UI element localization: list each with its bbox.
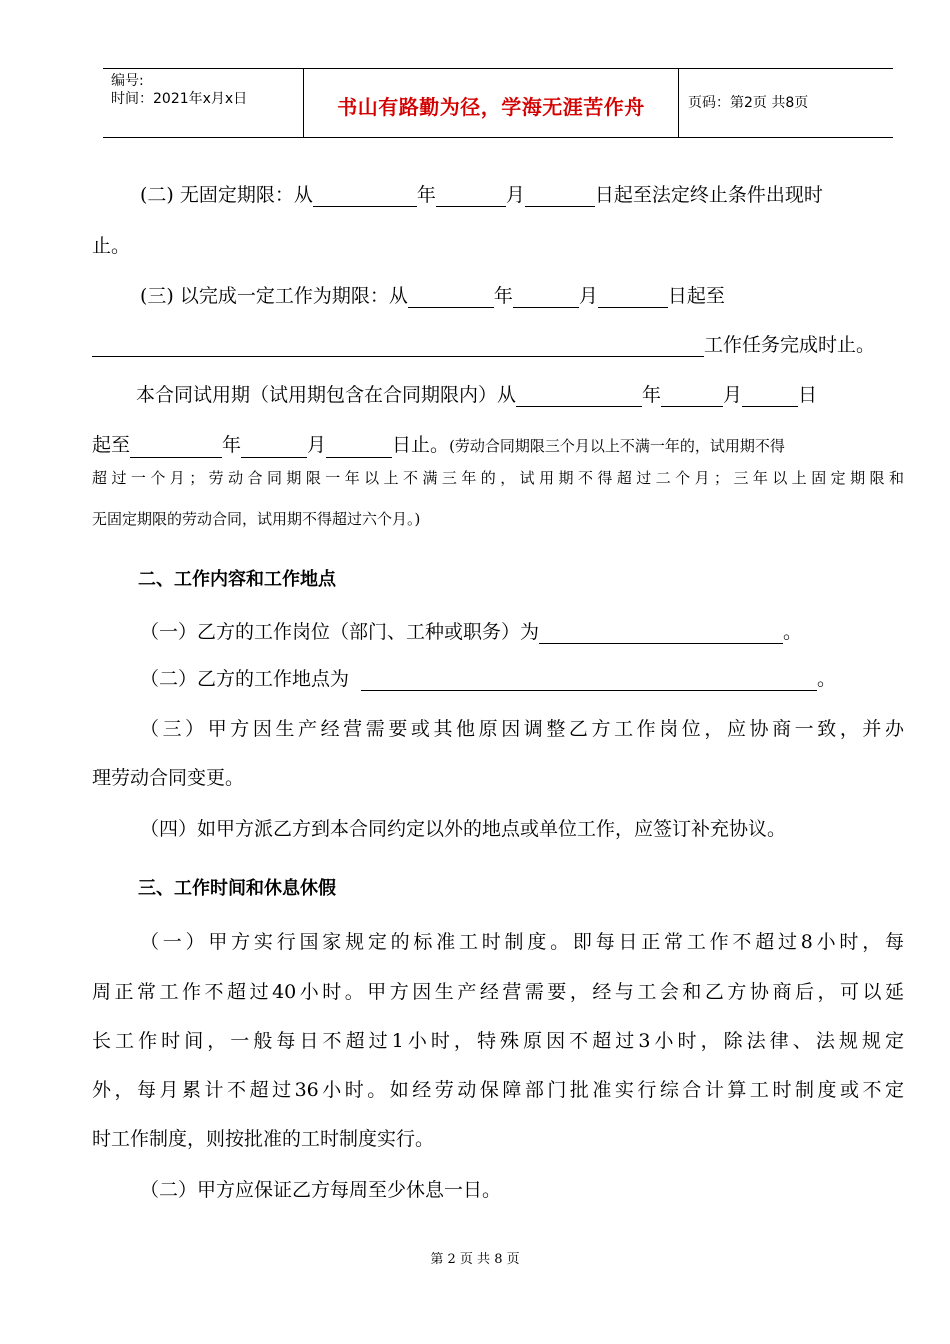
blank-month (436, 186, 506, 207)
document-number: 编号: (111, 73, 144, 89)
blank-year (313, 186, 417, 207)
header-page-number: 页码：第2页 共8页 (688, 95, 809, 111)
clause-text: 日起至法定终止条件出现时 (594, 184, 823, 206)
external-assignment-clause: （四）如甲方派乙方到本合同约定以外的地点或单位工作，应签订补充协议。 (140, 818, 787, 840)
clause-task-term-end (92, 333, 875, 357)
document-time: 时间：2021年x月x日 (111, 91, 248, 107)
clause-text: 日止。 (392, 434, 450, 456)
clause-no-fixed-term-end: 止。 (92, 235, 131, 257)
clause-task-term (140, 284, 725, 308)
clause-no-fixed-term (140, 183, 823, 207)
blank-year (130, 437, 222, 458)
blank-task (92, 336, 704, 357)
clause-text: 工作任务完成时止。 (704, 334, 876, 356)
blank-month (513, 287, 579, 308)
clause-text: 月 (723, 384, 743, 406)
position-adjust-clause-line2: 理劳动合同变更。 (92, 767, 245, 789)
clause-text: (二) 无固定期限：从 (140, 184, 313, 206)
clause-text: （一）乙方的工作岗位（部门、工种或职务）为 (140, 621, 540, 643)
working-hours-clause-line2: 周正常工作不超过40小时。甲方因生产经营需要，经与工会和乙方协商后，可以延 (92, 981, 904, 1003)
clause-text: 。 (817, 668, 837, 690)
clause-text: 。 (783, 621, 803, 643)
blank-position (539, 623, 783, 644)
clause-text: （二）乙方的工作地点为 (140, 668, 350, 690)
clause-text: 起至 (92, 434, 131, 456)
header-meta-cell (103, 69, 303, 137)
section-heading-work-content: 二、工作内容和工作地点 (138, 569, 336, 590)
header-page-cell (678, 69, 893, 137)
clause-text: 年 (222, 434, 242, 456)
section-heading-working-hours: 三、工作时间和休息休假 (138, 878, 336, 899)
probation-note-line2: 超过一个月；劳动合同期限一年以上不满三年的，试用期不得超过二个月；三年以上固定期限和 (92, 469, 904, 487)
clause-text: 年 (493, 285, 513, 307)
clause-text: 月 (578, 285, 598, 307)
clause-text: 月 (307, 434, 327, 456)
page-footer: 第 2 页 共 8 页 (430, 1252, 520, 1267)
clause-text: 本合同试用期（试用期包含在合同期限内）从 (136, 384, 517, 406)
position-adjust-clause: （三）甲方因生产经营需要或其他原因调整乙方工作岗位，应协商一致，并办 (140, 718, 904, 740)
blank-location (361, 670, 817, 691)
clause-text: 日起至 (667, 285, 725, 307)
working-hours-clause-line4: 外，每月累计不超过36小时。如经劳动保障部门批准实行综合计算工时制度或不定 (92, 1079, 904, 1101)
blank-year (516, 386, 642, 407)
blank-day (742, 386, 798, 407)
blank-day (598, 287, 668, 308)
blank-year (408, 287, 494, 308)
clause-text: (三) 以完成一定工作为期限：从 (140, 285, 408, 307)
blank-day (525, 186, 595, 207)
work-position-clause (140, 620, 802, 644)
probation-note: (劳动合同期限三个月以上不满一年的，试用期不得 (449, 437, 785, 455)
clause-text: 月 (505, 184, 525, 206)
blank-day (326, 437, 392, 458)
header-motto-cell (303, 69, 679, 137)
blank-month (241, 437, 307, 458)
working-hours-clause-line5: 时工作制度，则按批准的工时制度实行。 (92, 1128, 435, 1150)
probation-note-line3: 无固定期限的劳动合同，试用期不得超过六个月。) (92, 510, 421, 528)
work-location-clause (140, 667, 836, 691)
blank-month (661, 386, 723, 407)
page-header (103, 68, 893, 138)
clause-probation (136, 383, 817, 407)
weekly-rest-clause: （二）甲方应保证乙方每周至少休息一日。 (140, 1179, 502, 1201)
clause-probation-line2 (92, 433, 785, 458)
header-motto: 书山有路勤为径，学海无涯苦作舟 (337, 95, 645, 119)
working-hours-clause-line1: （一）甲方实行国家规定的标准工时制度。即每日正常工作不超过8小时，每 (140, 931, 904, 953)
working-hours-clause-line3: 长工作时间，一般每日不超过1小时，特殊原因不超过3小时，除法律、法规规定 (92, 1030, 904, 1052)
clause-text: 年 (416, 184, 436, 206)
clause-text: 日 (798, 384, 818, 406)
clause-text: 年 (642, 384, 662, 406)
